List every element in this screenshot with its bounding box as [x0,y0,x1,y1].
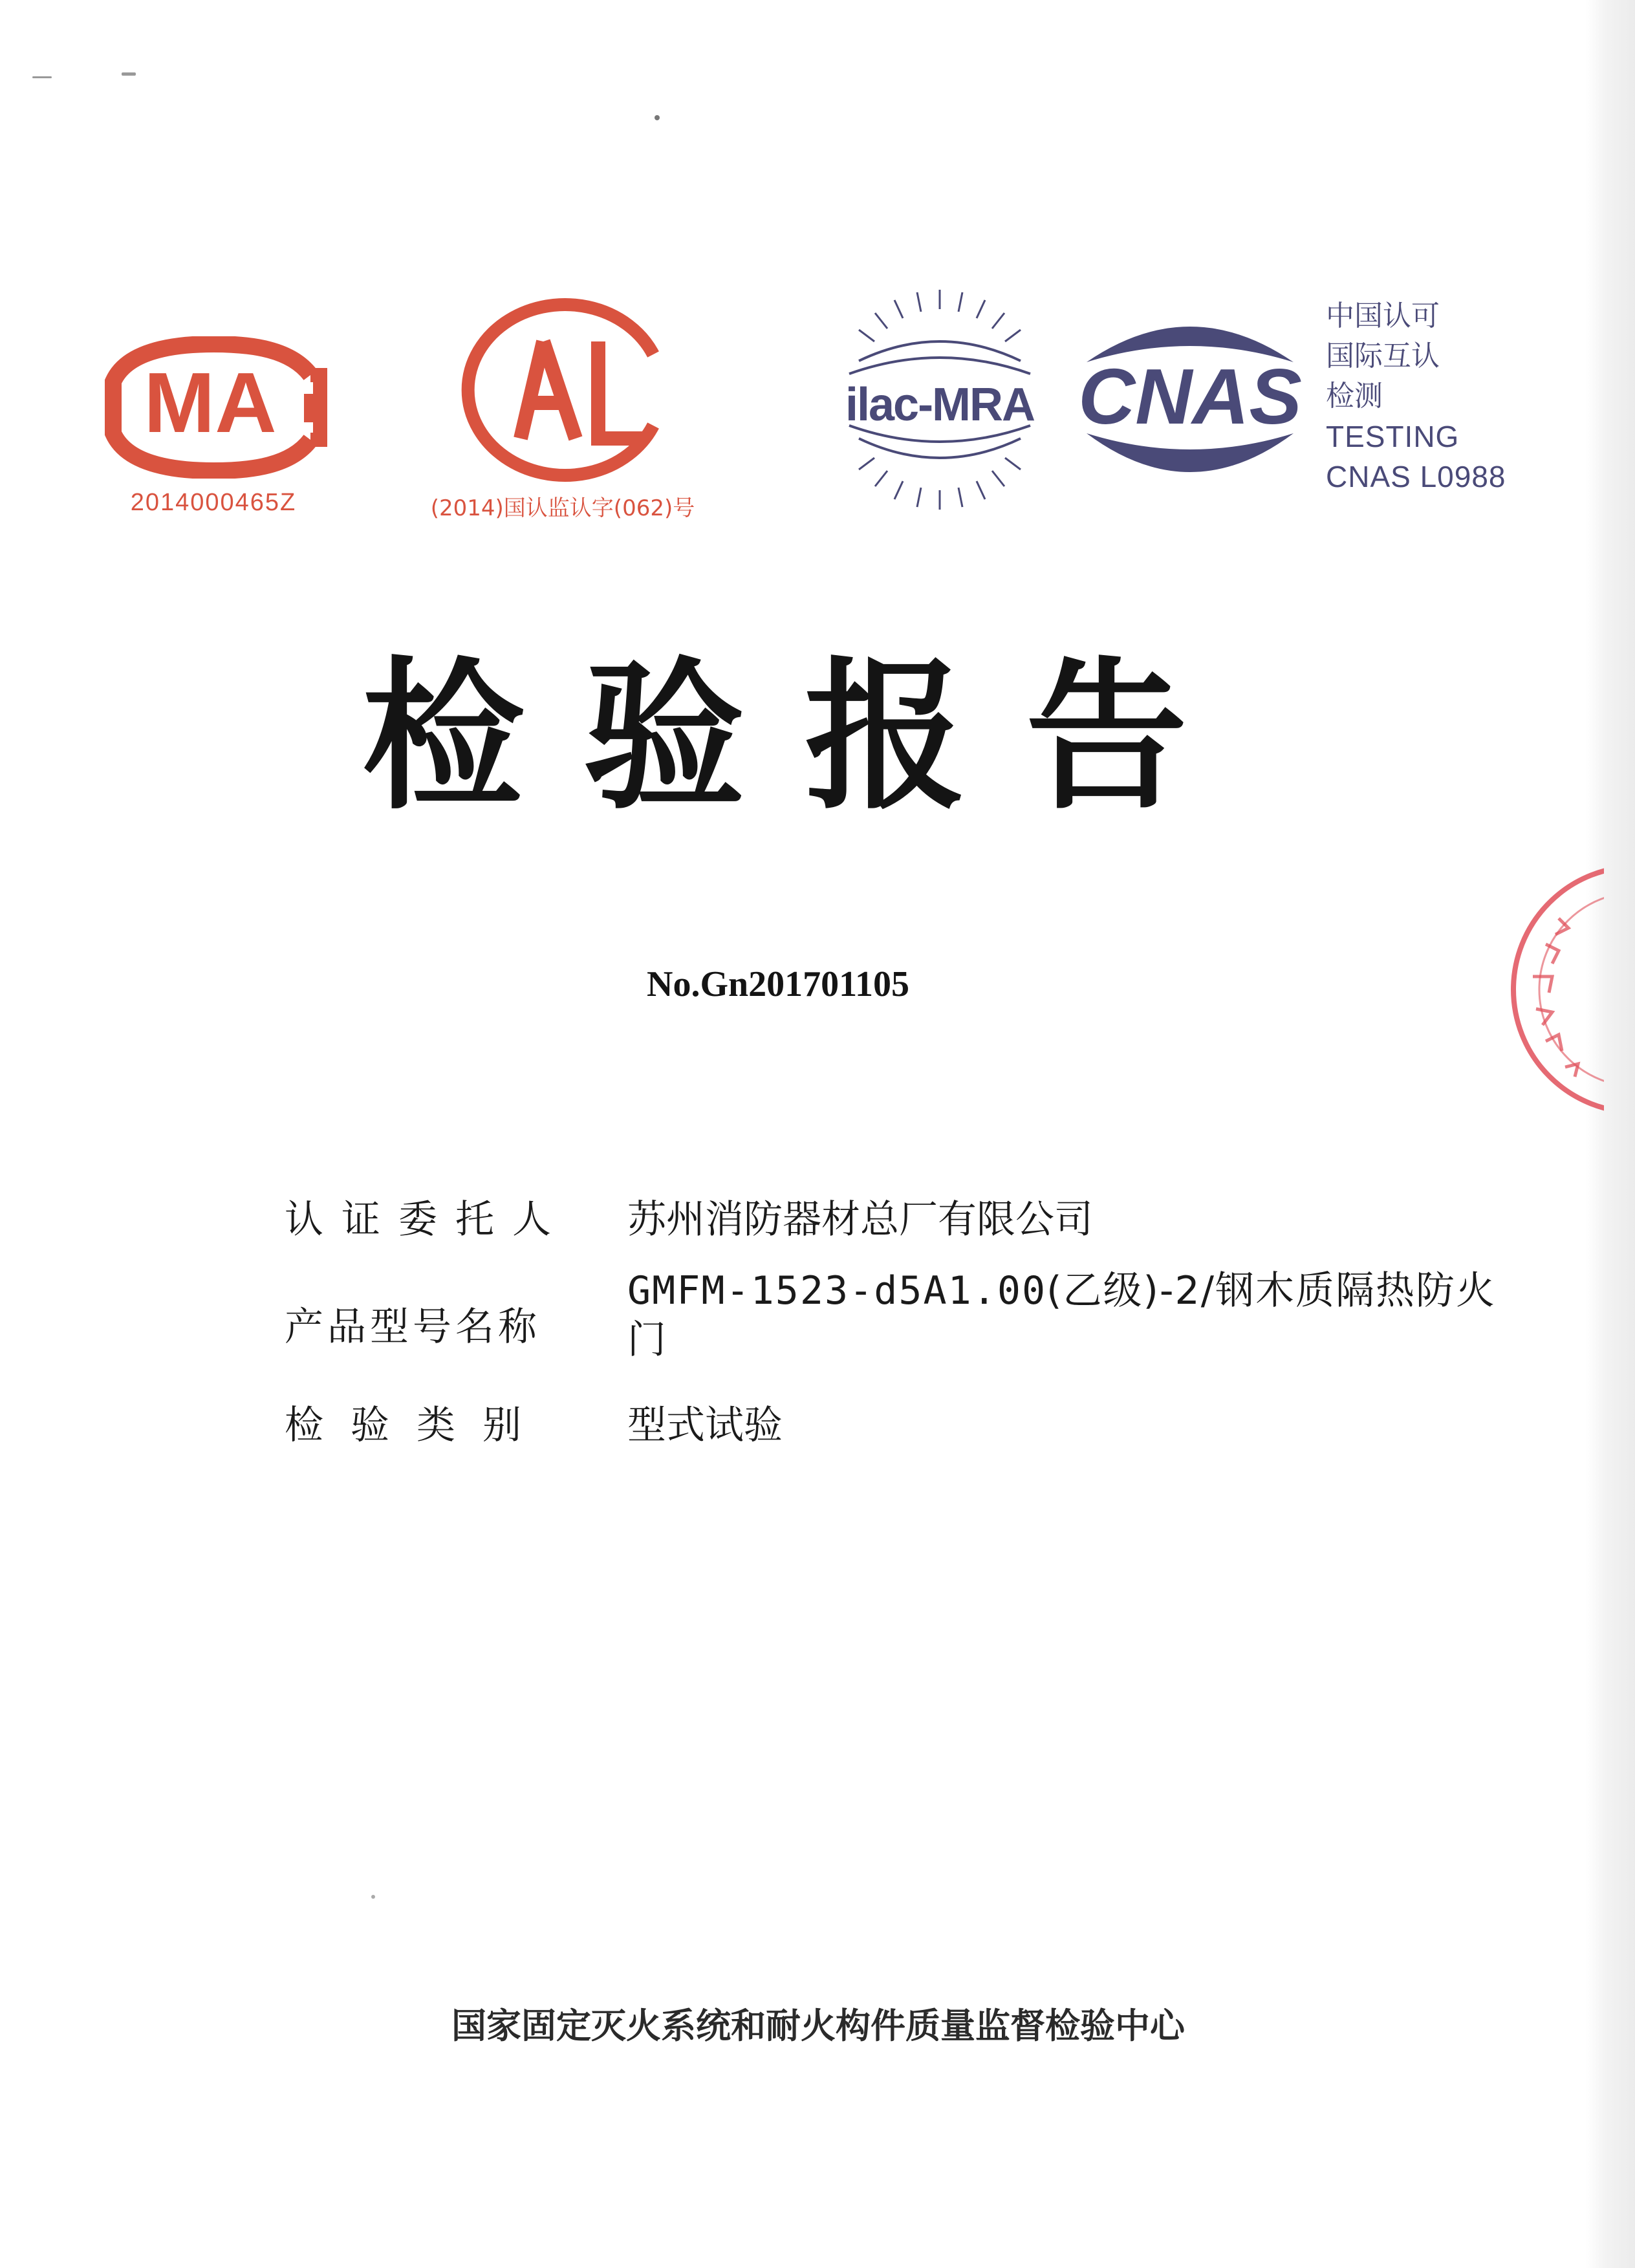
cnas-logo-letters: CNAS [1078,352,1302,440]
cnas-line-3: 检测 [1326,380,1383,413]
field-label-product: 产品型号名称 [285,1304,541,1350]
cma-registration-code: 2014000465Z [130,489,297,516]
ilac-mra-logo [820,283,1059,516]
cma-logo-letters: MA [144,355,277,450]
cnas-logo [1061,304,1319,498]
cal-logo [459,296,679,484]
ilac-mra-text: ilac-MRA [845,379,1035,431]
product-model-code: GMFM-1523-d5A1.00 [627,1268,1047,1313]
field-label-test-type: 检验类别 [285,1403,548,1448]
product-model-name: (乙级)-2/钢木质隔热防火门 [627,1268,1496,1363]
scan-speck [32,76,52,78]
cnas-line-5: CNAS L0988 [1326,460,1506,493]
scan-speck [655,115,660,120]
scan-speck [371,1895,375,1899]
cal-logo-a-mark [521,341,576,438]
page-edge-shadow [1586,0,1635,2268]
report-title: 检验报告 [362,643,1247,831]
issuing-organization: 国家固定灭火系统和耐火构件质量监督检验中心 [451,2005,1185,2046]
cma-logo [97,336,336,479]
field-label-client: 认证委托人 [285,1197,569,1242]
cnas-info-block [1326,296,1506,497]
cma-logo-c-end [304,375,320,401]
report-number: No.Gn201701105 [647,964,910,1004]
cal-logo-l-mark [598,341,644,438]
scan-speck [122,72,136,76]
partial-seal-stamp [1507,847,1604,1132]
cal-registration-code: (2014)国认监认字(062)号 [430,495,695,521]
cma-logo-c-end [304,415,320,440]
cnas-line-2: 国际互认 [1326,340,1440,373]
field-value-product [627,1266,1520,1365]
field-value-test-type: 型式试验 [627,1403,783,1448]
cnas-line-1: 中国认可 [1326,299,1440,332]
cnas-line-4: TESTING [1326,420,1460,453]
field-value-client: 苏州消防器材总厂有限公司 [627,1197,1093,1242]
